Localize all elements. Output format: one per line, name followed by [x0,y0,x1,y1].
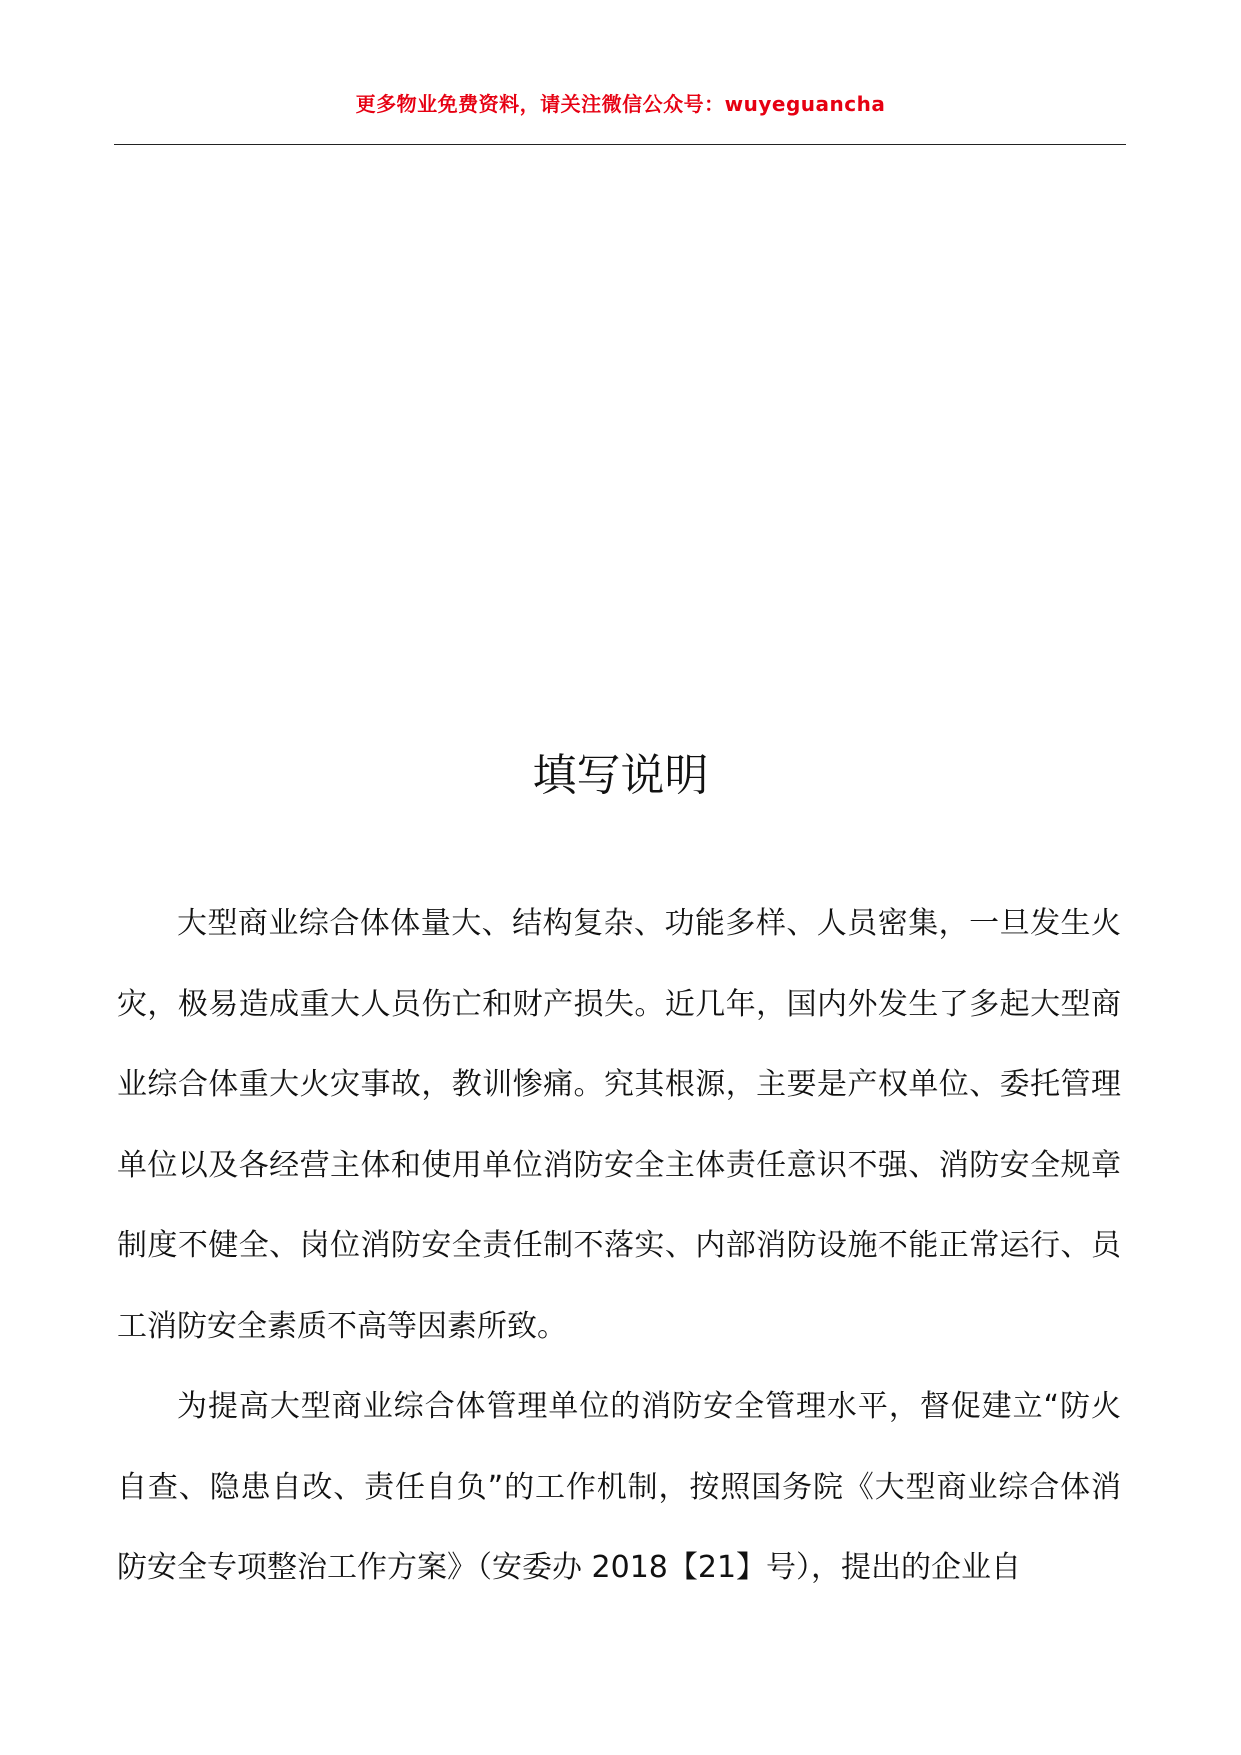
document-title: 填写说明 [532,750,709,801]
header-promo-note: 更多物业免费资料，请关注微信公众号：wuyeguancha [355,92,886,116]
body-paragraph-1: 大型商业综合体体量大、结构复杂、功能多样、人员密集，一旦发生火灾，极易造成重大人员伤亡和财产损失。近几年，国内外发生了多起大型商业综合体重大火灾事故，教训惨痛。究其根源，主要是产权单位、委托管理单位以及各经营主体和使用单位消防安全主体责任意识不强、消防安全规章制度不健全、岗位消防安全责任制不落实、内部消防设施不能正常运行、员工消防安全素质不高等因素所致。 [117,906,1121,1344]
header-divider [114,144,1126,145]
document-body [117,884,1121,1609]
body-paragraph-2: 为提高大型商业综合体管理单位的消防安全管理水平，督促建立“防火自查、隐患自改、责任自负”的工作机制，按照国务院《大型商业综合体消防安全专项整治工作方案》（安委办 2018【21】号），提出的企业自 [117,1389,1121,1585]
